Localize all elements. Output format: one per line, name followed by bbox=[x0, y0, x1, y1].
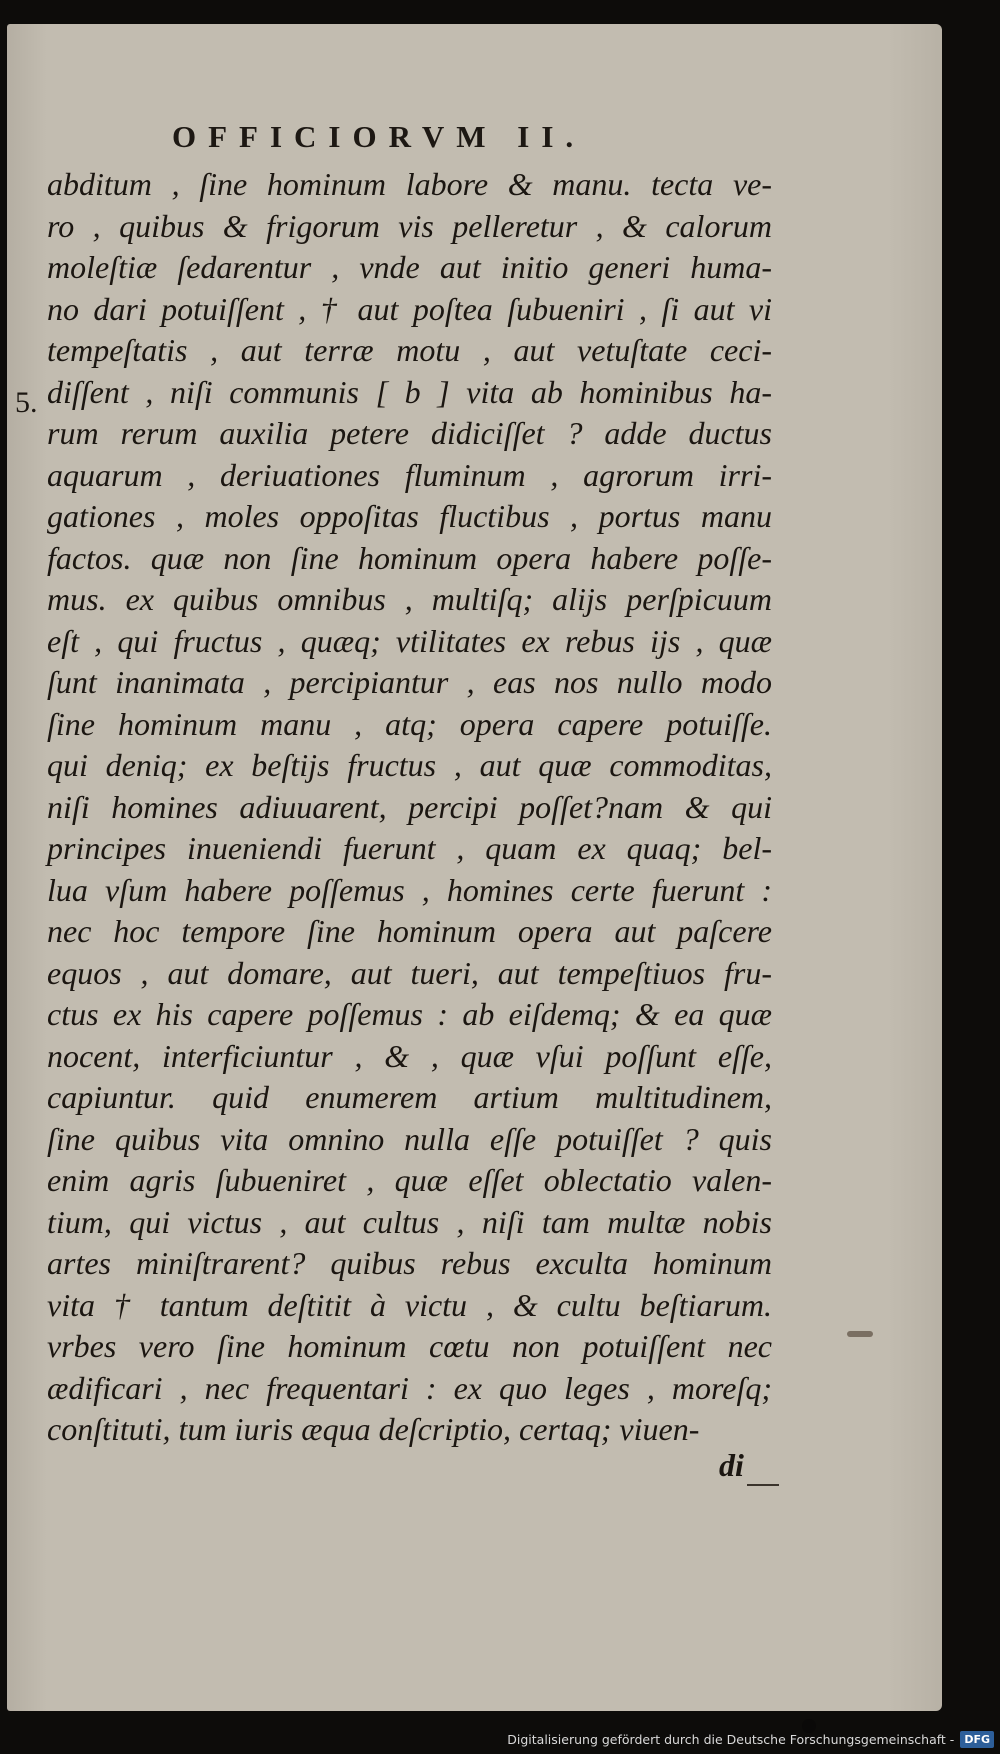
book-page bbox=[7, 24, 942, 1711]
text-line: tium, qui victus , aut cultus , niſi tam multæ nobis bbox=[47, 1203, 772, 1240]
text-line: ctus ex his capere poſſemus : ab eiſdemq; & ea quæ bbox=[47, 996, 772, 1032]
text-line: tempeſtatis , aut terræ motu , aut vetuſtate ceci- bbox=[47, 332, 772, 368]
text-line: artes miniſtrarent? quibus rebus exculta hominum bbox=[47, 1245, 772, 1281]
text-line: vrbes vero ſine hominum cœtu non potuiſſent nec bbox=[47, 1328, 772, 1364]
text-line: ſine hominum manu , atq; opera capere potuiſſe. bbox=[47, 705, 772, 742]
text-line: principes inueniendi fuerunt , quam ex quaq; bel- bbox=[47, 830, 772, 866]
text-line: enim agris ſubueniret , quæ eſſet oblectatio valen- bbox=[47, 1162, 772, 1198]
text-line: qui deniq; ex beſtijs fructus , aut quæ commoditas, bbox=[47, 747, 772, 783]
text-line: gationes , moles oppoſitas fluctibus , portus manu bbox=[47, 498, 772, 534]
text-line: nocent, interficiuntur , & , quæ vſui poſſunt eſſe, bbox=[47, 1037, 772, 1074]
catchword-underline bbox=[747, 1484, 779, 1486]
text-line: conſtituti, tum iuris æqua deſcriptio, certaq; viuen- bbox=[47, 1411, 700, 1447]
body-text bbox=[47, 164, 772, 1451]
footer-credit: Digitalisierung gefördert durch die Deutsche Forschungsgemeinschaft - bbox=[507, 1731, 955, 1747]
margin-line-number: 5. bbox=[15, 386, 38, 419]
text-line: eſt , qui fructus , quæq; vtilitates ex rebus ijs , quæ bbox=[47, 622, 772, 659]
text-line: capiuntur. quid enumerem artium multitudinem, bbox=[47, 1079, 772, 1115]
text-line: mus. ex quibus omnibus , multiſq; alijs perſpicuum bbox=[47, 581, 772, 617]
text-line: aquarum , deriuationes fluminum , agrorum irri- bbox=[47, 456, 772, 493]
catchword: di bbox=[719, 1447, 744, 1483]
text-line: lua vſum habere poſſemus , homines certe fuerunt : bbox=[47, 871, 772, 908]
text-line: diſſent , niſi communis [ b ] vita ab hominibus ha- bbox=[47, 373, 772, 410]
text-line: rum rerum auxilia petere didiciſſet ? adde ductus bbox=[47, 415, 772, 451]
text-line: equos , aut domare, aut tueri, aut tempeſtiuos fru- bbox=[47, 954, 772, 991]
running-head: OFFICIORVM II. bbox=[172, 119, 586, 154]
text-line: moleſtiæ ſedarentur , vnde aut initio generi huma- bbox=[47, 249, 772, 285]
text-line: ſunt inanimata , percipiantur , eas nos nullo modo bbox=[47, 664, 772, 700]
text-line: nec hoc tempore ſine hominum opera aut paſcere bbox=[47, 913, 772, 949]
text-line: ædificari , nec frequentari : ex quo leges , moreſq; bbox=[47, 1369, 772, 1406]
digitization-footer bbox=[507, 1727, 994, 1751]
paper-blemish bbox=[847, 1331, 873, 1337]
text-line: factos. quæ non ſine hominum opera habere poſſe- bbox=[47, 539, 772, 576]
text-line: niſi homines adiuuarent, percipi poſſet?nam & qui bbox=[47, 788, 772, 825]
text-line: vita † tantum deſtitit à victu , & cultu beſtiarum. bbox=[47, 1286, 772, 1323]
text-line: ſine quibus vita omnino nulla eſſe potuiſſet ? quis bbox=[47, 1120, 772, 1157]
text-line: ro , quibus & frigorum vis pelleretur , & calorum bbox=[47, 207, 772, 244]
text-line: abditum , ſine hominum labore & manu. tecta ve- bbox=[47, 166, 772, 202]
text-line: no dari potuiſſent , † aut poſtea ſubueniri , ſi aut vi bbox=[47, 290, 772, 327]
dfg-logo: DFG bbox=[960, 1731, 994, 1748]
